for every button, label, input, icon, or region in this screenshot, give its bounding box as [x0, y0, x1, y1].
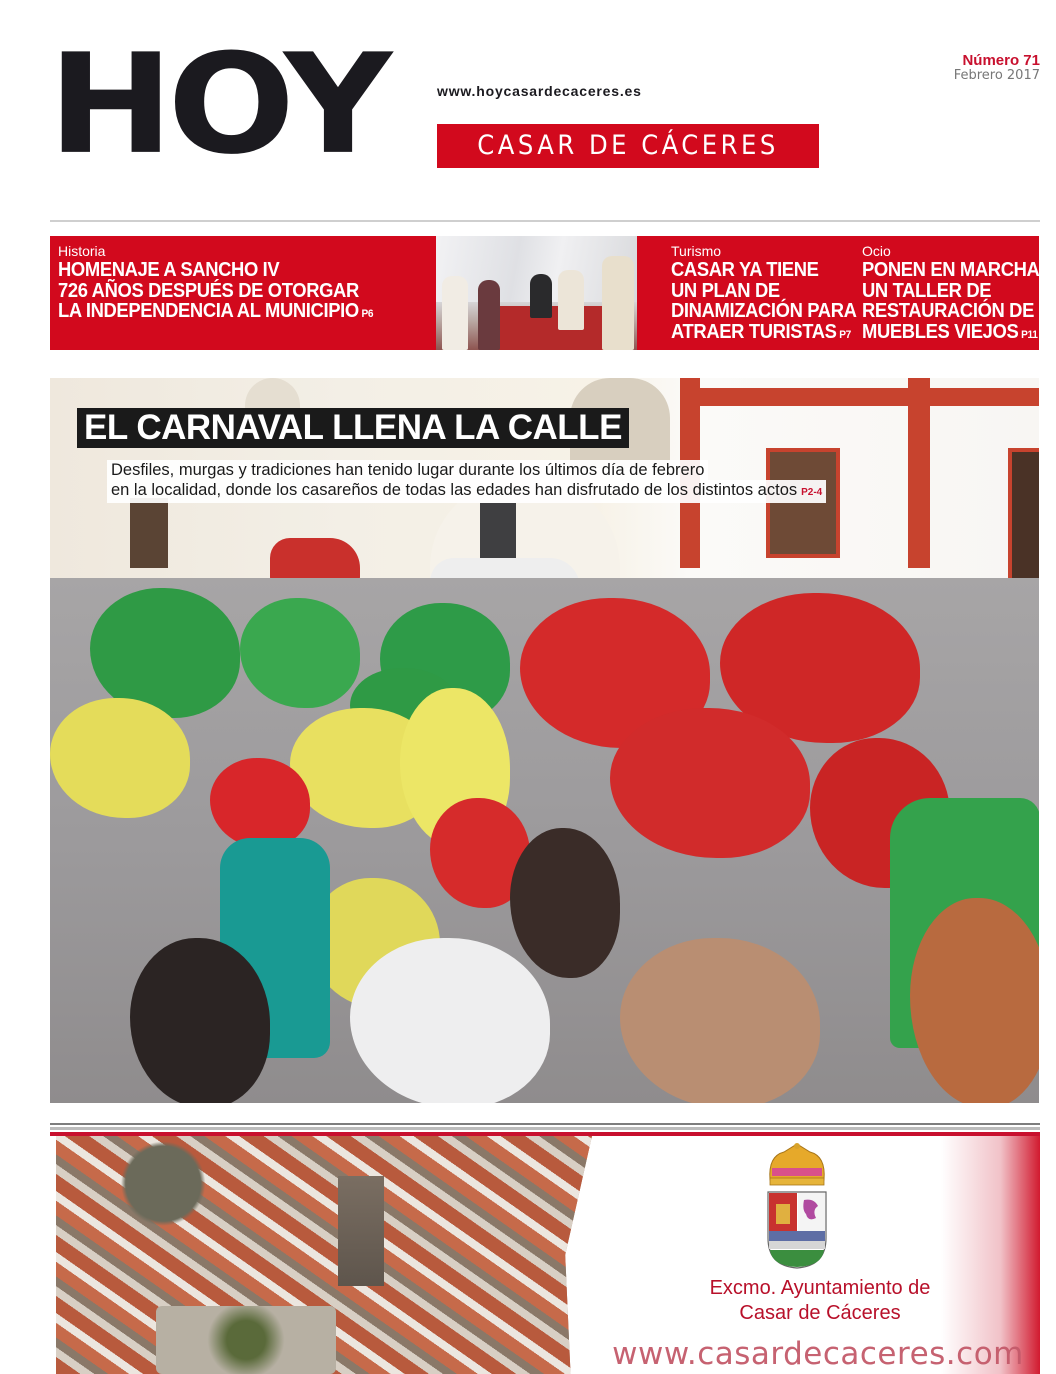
teaser-headline-line: UN PLAN DE — [671, 279, 780, 302]
spectator-dark — [130, 938, 270, 1103]
teaser-headline-line: HOMENAJE A SANCHO IV — [58, 259, 280, 281]
footer-divider — [50, 1123, 1040, 1125]
advertiser-name — [610, 1276, 1030, 1326]
teaser-headline-line: PONEN EN MARCHA — [862, 259, 1040, 281]
red-pillar — [680, 388, 1039, 406]
teaser-headline-text: MUEBLES VIEJOS — [862, 320, 1019, 343]
teaser-headline-text: ATRAER TURISTAS — [671, 320, 837, 343]
person-figure — [478, 280, 500, 350]
red-pillar — [908, 378, 930, 568]
teaser-headline-line — [58, 301, 373, 325]
teaser-headline-line — [671, 322, 857, 346]
page-reference: P11 — [1021, 328, 1038, 341]
spectator-fur-coat — [620, 938, 820, 1103]
teaser-headline-line: RESTAURACIÓN DE — [862, 300, 1035, 322]
deck-line — [107, 480, 826, 503]
building-window — [130, 498, 168, 568]
lead-story-photo[interactable] — [50, 378, 1039, 1103]
footer-divider — [50, 1127, 1040, 1130]
teaser-headline-line: 726 AÑOS DESPUÉS DE OTORGAR — [58, 279, 359, 302]
teaser-photo-market-stall — [436, 236, 637, 350]
deck-line-text: en la localidad, donde los casareños de todas las edades han disfrutado de los distintos actos — [111, 481, 798, 499]
advertiser-url-link[interactable]: www.casardecaceres.com — [612, 1336, 1024, 1372]
aerial-town-photo — [56, 1136, 592, 1374]
teaser-headline-line — [862, 322, 1039, 346]
site-url-link[interactable]: www.hoycasardecaceres.es — [437, 83, 642, 99]
issue-date: Febrero 2017 — [953, 68, 1040, 83]
person-figure — [530, 274, 552, 318]
teaser-headline-line: DINAMIZACIÓN PARA — [671, 300, 857, 322]
newspaper-logo: HOY — [48, 24, 387, 186]
teaser-headline-line: CASAR YA TIENE — [671, 259, 819, 281]
header-divider — [50, 220, 1040, 222]
town-plaza — [156, 1306, 336, 1374]
lead-headline[interactable]: EL CARNAVAL LLENA LA CALLE — [77, 408, 629, 448]
teaser-ocio[interactable] — [862, 243, 1055, 345]
teaser-headline-text: LA INDEPENDENCIA AL MUNICIPIO — [58, 300, 359, 322]
spectator-redhead — [910, 898, 1039, 1103]
building-window — [480, 503, 516, 563]
teaser-section-label: Historia — [58, 243, 106, 259]
teaser-turismo[interactable] — [671, 243, 873, 345]
deck-line: Desfiles, murgas y tradiciones han tenido lugar durante los últimos día de febrero — [107, 460, 708, 480]
coat-of-arms-icon — [762, 1142, 832, 1272]
advertiser-name-line: Casar de Cáceres — [739, 1302, 901, 1324]
church-tower — [338, 1176, 384, 1286]
parked-car — [270, 538, 360, 583]
page-reference: P6 — [361, 308, 374, 320]
page-reference: P7 — [839, 328, 851, 341]
spectator-white-hoodie — [350, 938, 550, 1103]
teaser-band — [50, 236, 1039, 350]
ayuntamiento-advertisement[interactable] — [50, 1132, 1040, 1374]
page-reference: P2-4 — [801, 487, 823, 498]
person-figure — [442, 276, 468, 350]
lead-deck — [107, 460, 826, 503]
person-figure — [602, 256, 634, 350]
teaser-headline-line: UN TALLER DE — [862, 279, 992, 302]
teaser-section-label: Ocio — [862, 243, 891, 259]
teaser-historia[interactable] — [58, 243, 401, 325]
issue-number: Número 71 — [962, 52, 1040, 69]
advertiser-name-line: Excmo. Ayuntamiento de — [709, 1277, 931, 1299]
teaser-section-label: Turismo — [671, 243, 722, 259]
person-figure — [558, 270, 584, 330]
edition-title: CASAR DE CÁCERES — [437, 124, 819, 168]
